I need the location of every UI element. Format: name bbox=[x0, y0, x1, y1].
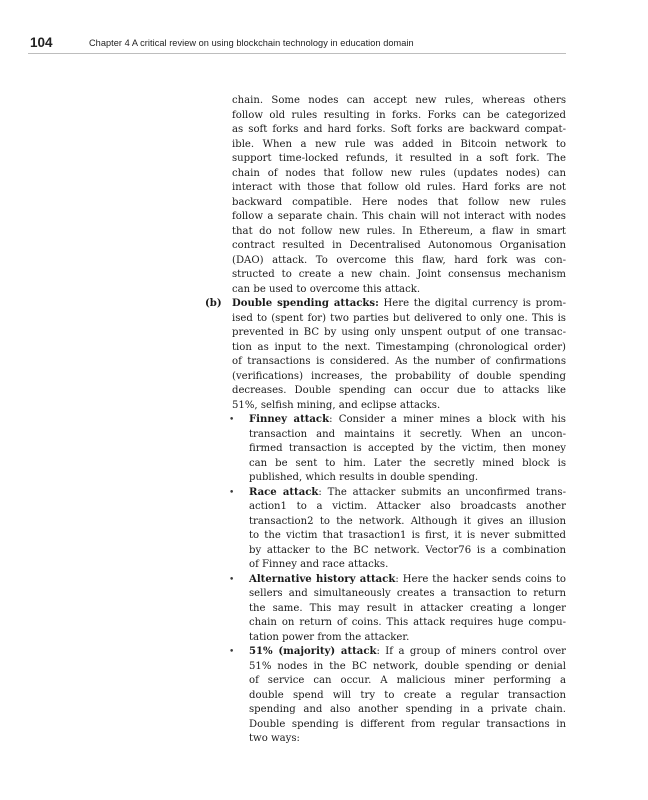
text-line: of transactions is considered. As the number of confirmations bbox=[232, 356, 566, 367]
text-line: to the victim that trasaction1 is first, it is never submitted bbox=[249, 530, 566, 541]
bullet-item-race bbox=[212, 486, 566, 573]
bullet-icon: • bbox=[229, 487, 235, 498]
text-line: chain. Some nodes can accept new rules, whereas others bbox=[232, 95, 566, 106]
text-line: sellers and simultaneously creates a transaction to return bbox=[249, 588, 566, 599]
text-line: of Finney and race attacks. bbox=[249, 559, 389, 570]
bullet-item-finney bbox=[212, 413, 566, 486]
text-line: transaction2 to the network. Although it gives an illusion bbox=[249, 515, 566, 527]
item-heading: Double spending attacks: bbox=[232, 298, 379, 309]
running-head bbox=[28, 35, 566, 54]
text-run: : Consider a miner mines a block with his bbox=[329, 414, 566, 425]
text-line bbox=[249, 486, 566, 501]
text-line: by attacker to the BC network. Vector76 is a combination bbox=[249, 544, 566, 556]
text-line: chain on return of coins. This attack requires huge compu- bbox=[249, 617, 566, 628]
bullet-heading: Alternative history attack bbox=[249, 573, 396, 585]
text-run: : The attacker submits an unconfirmed trans- bbox=[318, 486, 566, 498]
text-run: : If a group of miners control over bbox=[376, 646, 566, 657]
text-line: contract resulted in Decentralised Autonomous Organisation bbox=[232, 240, 566, 251]
bullet-heading: Race attack bbox=[249, 486, 319, 498]
bullet-icon: • bbox=[229, 647, 235, 657]
bullet-item-51-percent bbox=[212, 645, 566, 747]
text-line: published, which results in double spending. bbox=[249, 472, 479, 483]
text-line bbox=[249, 645, 566, 660]
list-item-double-spending bbox=[205, 297, 566, 413]
text-line: structed to create a new chain. Joint consensus mechanism bbox=[232, 269, 566, 280]
text-run: Here the digital currency is prom- bbox=[378, 298, 566, 309]
text-line: Double spending is different from regular transactions in bbox=[249, 718, 566, 730]
text-line: firmed transaction is accepted by the victim, then money bbox=[249, 443, 566, 454]
text-line: spending and also another spending in a private chain. bbox=[249, 704, 566, 715]
text-run: : Here the hacker sends coins to bbox=[395, 573, 566, 585]
text-line: (DAO) attack. To overcome this flaw, hard fork was con- bbox=[232, 254, 566, 266]
text-line: tation power from the attacker. bbox=[249, 631, 410, 643]
text-line: 51%, selfish mining, and eclipse attacks. bbox=[232, 399, 441, 411]
text-line: can be used to overcome this attack. bbox=[232, 283, 421, 295]
bullet-item-alternative-history bbox=[212, 573, 566, 646]
text-line bbox=[232, 297, 566, 312]
body-text bbox=[205, 94, 566, 747]
text-line bbox=[249, 413, 566, 428]
bullet-heading: Finney attack bbox=[249, 414, 330, 425]
text-line: 51% nodes in the BC network, double spending or denial bbox=[249, 660, 566, 672]
text-line: that do not follow new rules. In Ethereum, a flaw in smart bbox=[232, 225, 566, 237]
text-line: tion as input to the next. Timestamping (chronological order) bbox=[232, 341, 566, 353]
paragraph-forks bbox=[212, 94, 566, 297]
text-line: two ways: bbox=[249, 733, 300, 744]
text-line: chain of nodes that follow new rules (updates nodes) can bbox=[232, 167, 566, 179]
text-line: interact with those that follow old rules. Hard forks are not bbox=[232, 182, 566, 193]
list-marker: (b) bbox=[205, 298, 222, 309]
text-line: prevented in BC by using only unspent output of one transac- bbox=[232, 327, 566, 338]
text-line: support time-locked refunds, it resulted in a soft fork. The bbox=[232, 153, 566, 164]
text-line: the same. This may result in attacker creating a longer bbox=[249, 602, 566, 614]
text-line: transaction and maintains it secretly. When an uncon- bbox=[249, 428, 566, 440]
bullet-icon: • bbox=[229, 415, 235, 425]
text-line: follow a separate chain. This chain will not interact with nodes bbox=[232, 211, 566, 222]
text-line: decreases. Double spending can occur due to attacks like bbox=[232, 385, 566, 396]
text-line: (verifications) increases, the probability of double spending bbox=[232, 370, 566, 382]
text-line: ised to (spent for) two parties but delivered to only one. This is bbox=[232, 312, 566, 324]
text-line: follow old rules resulting in forks. Forks can be categorized bbox=[232, 109, 566, 121]
text-line: can be sent to him. Later the secretly mined block is bbox=[249, 457, 566, 469]
bullet-heading: 51% (majority) attack bbox=[249, 646, 377, 657]
text-line: as soft forks and hard forks. Soft forks are backward compat- bbox=[232, 124, 566, 135]
text-line: ible. When a new rule was added in Bitcoin network to bbox=[232, 138, 566, 150]
page-number: 104 bbox=[30, 35, 53, 50]
chapter-title: Chapter 4 A critical review on using blockchain technology in education domain bbox=[89, 38, 414, 48]
text-line: action1 to a victim. Attacker also broadcasts another bbox=[249, 501, 566, 512]
text-line: of service can occur. A malicious miner performing a bbox=[249, 675, 566, 686]
text-line bbox=[249, 573, 566, 588]
bullet-icon: • bbox=[229, 574, 235, 585]
text-line: double spend will try to create a regular transaction bbox=[249, 689, 566, 701]
text-line: backward compatible. Here nodes that follow new rules bbox=[232, 196, 566, 208]
